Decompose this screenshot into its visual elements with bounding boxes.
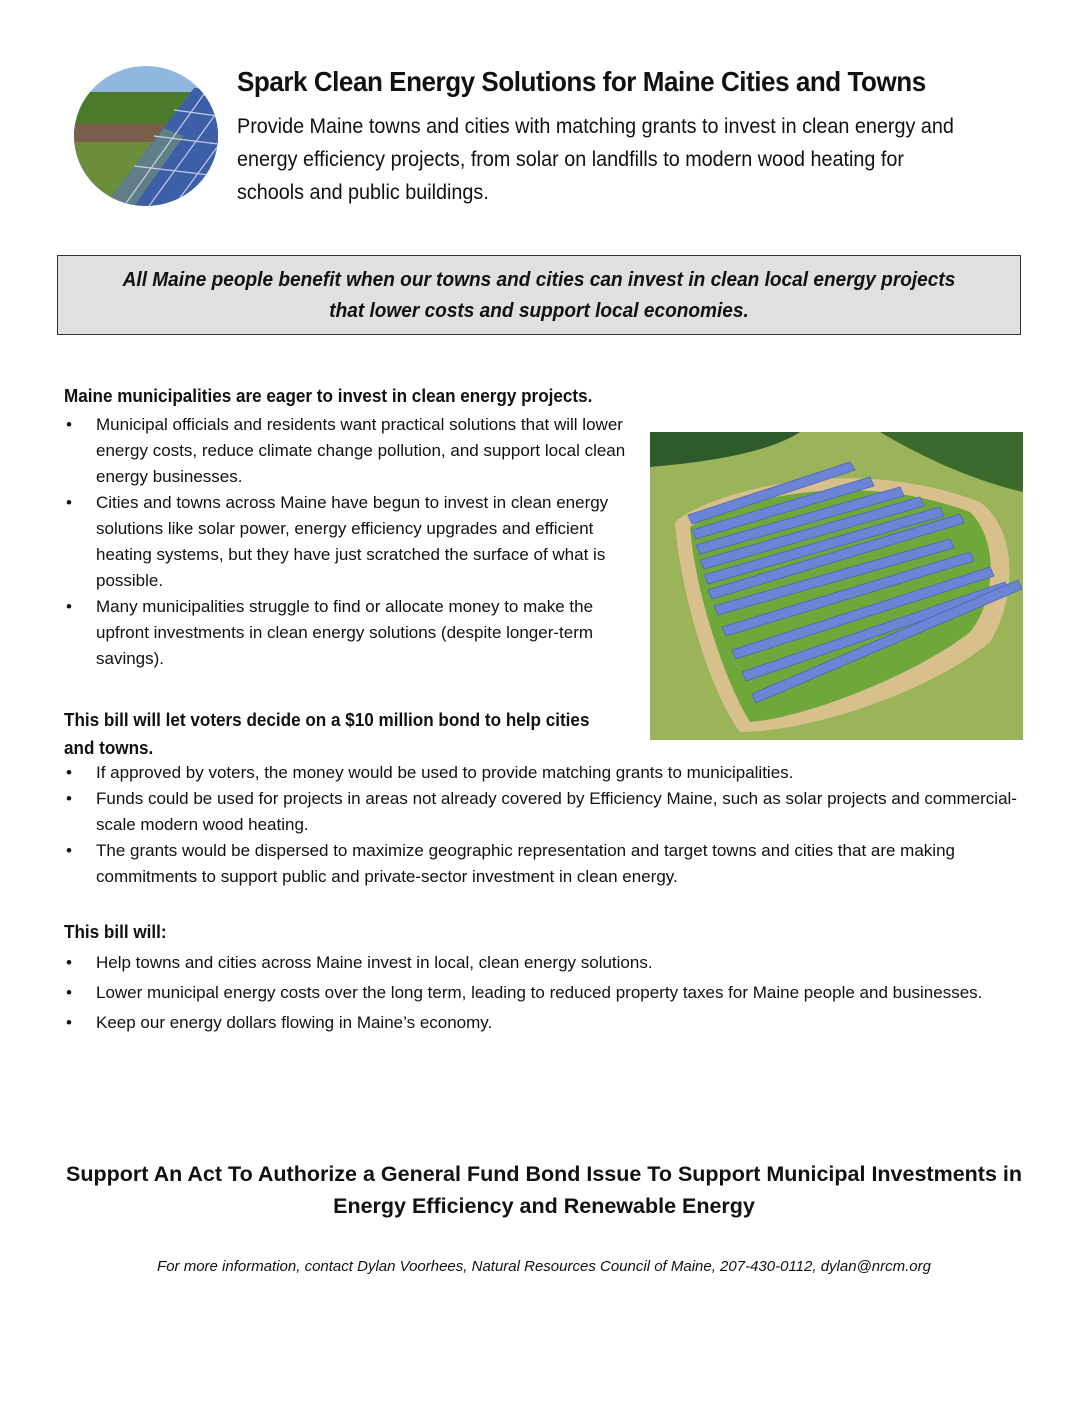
list-item: • Many municipalities struggle to find or allocate money to make the upfront investments in clean energy solutions (despite longer-term savings). (64, 594, 634, 672)
list-item: • Municipal officials and residents want practical solutions that will lower energy costs, reduce climate change pollution, and support local clean energy businesses. (64, 412, 634, 490)
support-statement: Support An Act To Authorize a General Fund Bond Issue To Support Municipal Investments in Energy Efficiency and Renewable Energy (66, 1162, 1022, 1218)
list-item: • Keep our energy dollars flowing in Maine’s economy. (64, 1010, 1034, 1036)
aerial-solar-farm-image (650, 432, 1023, 740)
section2-list (64, 760, 1034, 890)
callout-text: All Maine people benefit when our towns and cities can invest in clean local energy projects that lower costs and support local economies. (122, 268, 956, 322)
section3-list (64, 950, 1034, 1036)
page-title: Spark Clean Energy Solutions for Maine Cities and Towns (237, 66, 926, 97)
callout-box (57, 255, 1021, 335)
solar-panel-logo-image (74, 66, 218, 206)
section3-heading: This bill will: (64, 922, 167, 942)
section1-list (64, 412, 634, 672)
list-item: • Help towns and cities across Maine invest in local, clean energy solutions. (64, 950, 1034, 976)
list-item: • If approved by voters, the money would be used to provide matching grants to municipalities. (64, 760, 1034, 786)
page-subtitle: Provide Maine towns and cities with matching grants to invest in clean energy and energy efficiency projects, from solar on landfills to modern wood heating for schools and public buildings. (237, 114, 954, 204)
list-item: • Lower municipal energy costs over the long term, leading to reduced property taxes for Maine people and businesses. (64, 980, 1034, 1006)
list-item: • Funds could be used for projects in areas not already covered by Efficiency Maine, such as solar projects and commercial-scale modern wood heating. (64, 786, 1034, 838)
section2-heading: This bill will let voters decide on a $10 million bond to help cities and towns. (64, 710, 590, 758)
list-item: • Cities and towns across Maine have begun to invest in clean energy solutions like solar power, energy efficiency upgrades and efficient heating systems, but they have just scratched the surface of what is possible. (64, 490, 634, 594)
contact-info: For more information, contact Dylan Voorhees, Natural Resources Council of Maine, 207-430-0112, dylan@nrcm.org (157, 1258, 931, 1275)
list-item: • The grants would be dispersed to maximize geographic representation and target towns and cities that are making commitments to support public and private-sector investment in clean energy. (64, 838, 1034, 890)
section1-heading: Maine municipalities are eager to invest in clean energy projects. (64, 386, 593, 406)
